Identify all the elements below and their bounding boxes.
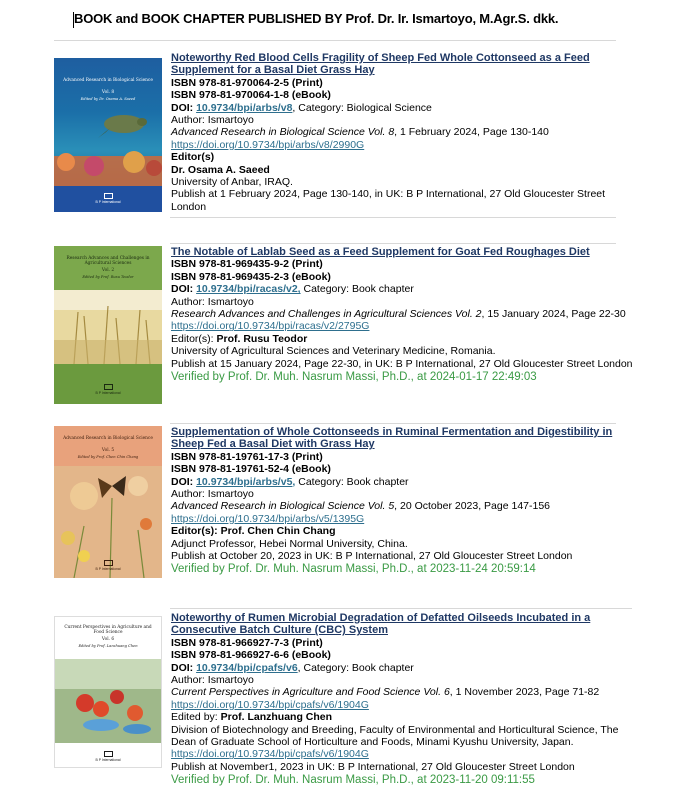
editor-name: Prof. Rusu Teodor <box>216 332 308 345</box>
verified-note: Verified by Prof. Dr. Muh. Nasrum Massi, Ph.D., at 2024-01-17 22:49:03 <box>171 371 537 384</box>
cover-publisher: B P International <box>54 193 162 204</box>
divider <box>54 40 616 41</box>
cover-volume: Vol. 5 <box>101 448 115 453</box>
doi-line: DOI: 10.9734/bpi/cpafs/v6, Category: Book chapter <box>171 661 414 674</box>
doi-line: DOI: 10.9734/bpi/arbs/v5, Category: Book chapter <box>171 475 409 488</box>
doi-link[interactable]: 10.9734/bpi/cpafs/v6 <box>196 661 298 674</box>
isbn-ebook: ISBN 978-81-19761-52-4 (eBook) <box>171 463 331 476</box>
isbn-print: ISBN 978-81-969435-9-2 (Print) <box>171 258 323 271</box>
author: Author: Ismartoyo <box>171 674 254 687</box>
editor-name: Prof. Lanzhuang Chen <box>220 711 333 724</box>
cover-volume: Vol. 8 <box>101 90 115 95</box>
editor-name: Dr. Osama A. Saeed <box>171 163 270 176</box>
doi-url-link[interactable]: https://doi.org/10.9734/bpi/racas/v2/2795G <box>171 320 370 333</box>
doi-url-link-2[interactable]: https://doi.org/10.9734/bpi/cpafs/v6/1904G <box>171 748 369 761</box>
entry-title-link[interactable]: Noteworthy Red Blood Cells Fragility of Sheep Fed Whole Cottonseed as a Feed Supplement for a Basal Diet Grass Hay <box>171 52 590 77</box>
doi-link[interactable]: 10.9734/bpi/arbs/v8 <box>196 101 293 114</box>
entry-title-link[interactable]: The Notable of Lablab Seed as a Feed Supplement for Goat Fed Roughages Diet <box>171 246 590 258</box>
author: Author: Ismartoyo <box>171 295 254 308</box>
author: Author: Ismartoyo <box>171 114 254 127</box>
affiliation: University of Agricultural Sciences and Veterinary Medicine, Romania. <box>171 345 496 358</box>
cover-title: Research Advances and Challenges in Agricultural Sciences <box>66 256 150 267</box>
book-cover-3 <box>54 426 162 578</box>
divider <box>170 217 616 218</box>
publisher-logo-icon <box>104 384 113 390</box>
editor-line: Editor(s): Prof. Rusu Teodor <box>171 332 308 345</box>
author: Author: Ismartoyo <box>171 488 254 501</box>
cover-publisher: B P International <box>55 751 161 762</box>
editor-line: Edited by: Prof. Lanzhuang Chen <box>171 711 333 724</box>
book-entry-4 <box>54 612 634 798</box>
publish-info: Publish at November1, 2023 in UK: B P International, 27 Old Gloucester Street London <box>171 760 575 773</box>
book-line: Current Perspectives in Agriculture and Food Science Vol. 6, 1 November 2023, Page 71-82 <box>171 686 600 699</box>
editor-name: Prof. Chen Chin Chang <box>220 525 336 538</box>
cover-title: Advanced Research in Biological Science <box>63 436 153 441</box>
affiliation: Adjunct Professor, Hebei Normal University, China. <box>171 537 408 550</box>
publisher-logo-icon <box>104 193 113 199</box>
editor-line: Editor(s): Prof. Chen Chin Chang <box>171 525 336 538</box>
isbn-print: ISBN 978-81-970064-2-5 (Print) <box>171 76 323 89</box>
page-title: BOOK and BOOK CHAPTER PUBLISHED BY Prof. Dr. Ir. Ismartoyo, M.Agr.S. dkk. <box>74 11 559 26</box>
affiliation: Division of Biotechnology and Breeding, Faculty of Environmental and Horticultural Science, The Dean of Graduate School of Horticulture and Foods, Minami Kyushu University, Japan. <box>171 723 619 749</box>
doi-url-link[interactable]: https://doi.org/10.9734/bpi/cpafs/v6/1904G <box>171 698 369 711</box>
book-line: Research Advances and Challenges in Agricultural Sciences Vol. 2, 15 January 2024, Page 22-30 <box>171 308 626 321</box>
doi-link[interactable]: 10.9734/bpi/arbs/v5, <box>196 475 296 488</box>
cover-title: Advanced Research in Biological Science <box>63 78 153 83</box>
editor-label: Editor(s) <box>171 151 215 164</box>
cover-publisher: B P International <box>54 560 162 571</box>
publisher-logo-icon <box>104 751 113 757</box>
divider <box>170 608 632 609</box>
doi-line: DOI: 10.9734/bpi/racas/v2, Category: Book chapter <box>171 283 414 296</box>
publish-info: Publish at 15 January 2024, Page 22-30, in UK: B P International, 27 Old Gloucester Street London <box>171 357 633 370</box>
isbn-print: ISBN 978-81-19761-17-3 (Print) <box>171 450 323 463</box>
publish-info: Publish at 1 February 2024, Page 130-140, in UK: B P International, 27 Old Gloucester Street London <box>171 188 606 213</box>
cover-title: Current Perspectives in Agriculture and Food Science <box>64 625 152 636</box>
divider <box>170 423 616 424</box>
cover-editor: Edited by Prof. Lanzhuang Chen <box>78 644 138 648</box>
cover-editor: Edited by Dr. Osama A. Saeed <box>80 97 136 101</box>
cover-publisher: B P International <box>54 384 162 395</box>
divider <box>170 243 616 244</box>
book-line: Advanced Research in Biological Science Vol. 5, 20 October 2023, Page 147-156 <box>171 500 551 513</box>
book-cover-1 <box>54 58 162 212</box>
publish-info: Publish at October 20, 2023 in UK: B P International, 27 Old Gloucester Street London <box>171 550 573 563</box>
affiliation: University of Anbar, IRAQ. <box>171 176 293 189</box>
entry-title-link[interactable]: Supplementation of Whole Cottonseeds in Ruminal Fermentation and Digestibility in Sheep Fed a Basal Diet with Grass Hay <box>171 426 613 451</box>
cover-volume: Vol. 2 <box>101 268 115 273</box>
isbn-print: ISBN 978-81-966927-7-3 (Print) <box>171 636 323 649</box>
book-cover-4 <box>54 616 162 768</box>
doi-line: DOI: 10.9734/bpi/arbs/v8, Category: Biological Science <box>171 101 432 114</box>
publisher-logo-icon <box>104 560 113 566</box>
book-cover-2 <box>54 246 162 404</box>
entry-title-link[interactable]: Noteworthy of Rumen Microbial Degradation of Defatted Oilseeds Incubated in a Consecutive Batch Culture (CBC) System <box>171 612 591 637</box>
book-entry-2 <box>54 246 634 416</box>
cover-editor: Edited by Prof. Chen Chin Chang <box>77 455 139 459</box>
book-entry-3 <box>54 426 634 586</box>
book-line: Advanced Research in Biological Science Vol. 8, 1 February 2024, Page 130-140 <box>171 126 549 139</box>
cover-volume: Vol. 6 <box>101 637 115 642</box>
doi-url-link[interactable]: https://doi.org/10.9734/bpi/arbs/v5/1395G <box>171 512 365 525</box>
cover-editor: Edited by Prof. Rusu Teodor <box>82 275 134 279</box>
doi-url-link[interactable]: https://doi.org/10.9734/bpi/arbs/v8/2990G <box>171 138 365 151</box>
doi-link[interactable]: 10.9734/bpi/racas/v2, <box>196 283 301 296</box>
isbn-ebook: ISBN 978-81-966927-6-6 (eBook) <box>171 649 331 662</box>
isbn-ebook: ISBN 978-81-969435-2-3 (eBook) <box>171 270 331 283</box>
isbn-ebook: ISBN 978-81-970064-1-8 (eBook) <box>171 89 331 102</box>
verified-note: Verified by Prof. Dr. Muh. Nasrum Massi, Ph.D., at 2023-11-24 20:59:14 <box>171 563 536 576</box>
verified-note: Verified by Prof. Dr. Muh. Nasrum Massi, Ph.D., at 2023-11-20 09:11:55 <box>171 774 535 787</box>
book-entry-1 <box>54 52 634 218</box>
